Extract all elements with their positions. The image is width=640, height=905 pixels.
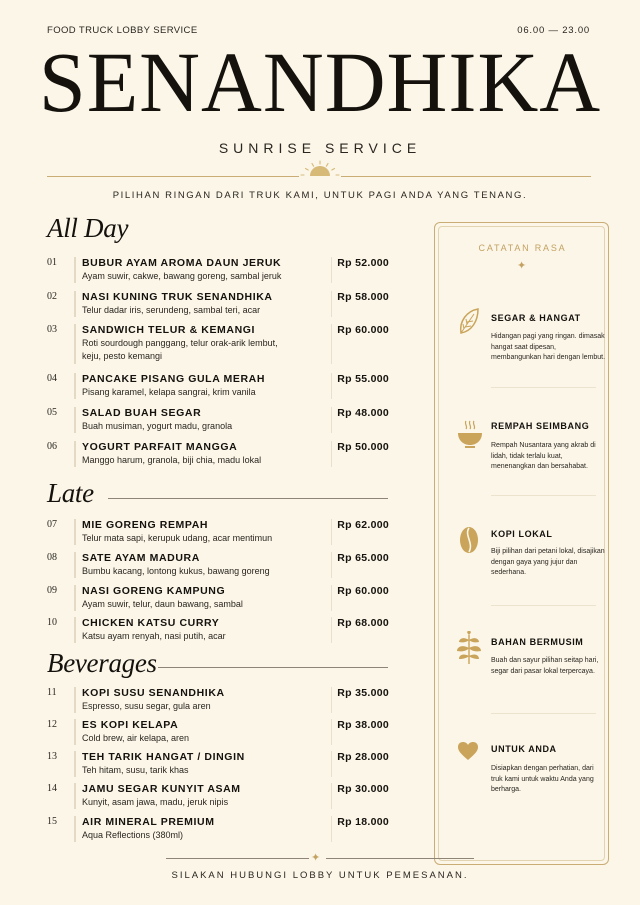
item-marker [74, 324, 76, 364]
item-description: Telur dadar iris, serundeng, sambal teri, acar [82, 305, 261, 315]
menu-item [47, 257, 389, 285]
menu-item [47, 783, 389, 811]
item-marker [74, 687, 76, 713]
item-separator [331, 751, 332, 777]
note-divider [491, 387, 596, 388]
item-name: SANDWICH TELUR & KEMANGI [82, 324, 256, 336]
item-name: SALAD BUAH SEGAR [82, 407, 202, 419]
item-description: Manggo harum, granola, biji chia, madu lokal [82, 455, 262, 465]
item-separator [331, 441, 332, 467]
item-marker [74, 751, 76, 777]
item-number: 09 [47, 585, 57, 596]
notes-panel [434, 222, 609, 865]
item-price: Rp 60.000 [337, 585, 389, 597]
item-description: Roti sourdough panggang, telur orak-arik lembut, keju, pesto kemangi [82, 338, 278, 361]
note-body: Hidangan pagi yang ringan. dimasak hangat saat dipesan, membangunkan hari dengan lembut. [491, 333, 606, 361]
item-marker [74, 291, 76, 317]
item-number: 10 [47, 617, 57, 628]
item-separator [331, 291, 332, 317]
item-marker [74, 719, 76, 745]
item-marker [74, 816, 76, 842]
item-separator [331, 816, 332, 842]
section-rule [158, 667, 388, 668]
item-description: Ayam suwir, cakwe, bawang goreng, sambal jeruk [82, 271, 282, 281]
item-number: 12 [47, 719, 57, 730]
menu-item [47, 552, 389, 580]
item-name: SATE AYAM MADURA [82, 552, 200, 564]
menu-item [47, 291, 389, 319]
item-price: Rp 28.000 [337, 751, 389, 763]
item-name: MIE GORENG REMPAH [82, 519, 209, 531]
item-description: Aqua Reflections (380ml) [82, 830, 184, 840]
sparkle-icon: ✦ [517, 260, 527, 272]
menu-item [47, 585, 389, 613]
sparkle-icon: ✦ [311, 852, 321, 864]
item-price: Rp 52.000 [337, 257, 389, 269]
footer-note: SILAKAN HUBUNGI LOBBY UNTUK PEMESANAN. [171, 870, 469, 881]
note-body: Rempah Nusantara yang akrab di lidah, tidak terlalu kuat, menenangkan dan bersahabat. [491, 442, 596, 470]
note-divider [491, 713, 596, 714]
item-number: 11 [47, 687, 57, 698]
bowl-icon [457, 419, 483, 449]
item-description: Pisang karamel, kelapa sangrai, krim vanila [82, 387, 256, 397]
item-price: Rp 68.000 [337, 617, 389, 629]
item-name: PANCAKE PISANG GULA MERAH [82, 373, 266, 385]
item-name: NASI KUNING TRUK SENANDHIKA [82, 291, 273, 303]
item-separator [331, 407, 332, 433]
item-marker [74, 585, 76, 611]
item-number: 14 [47, 783, 57, 794]
item-name: BUBUR AYAM AROMA DAUN JERUK [82, 257, 282, 269]
leaf-icon [457, 307, 481, 337]
note-title: SEGAR & HANGAT [491, 313, 581, 323]
section-title-late: Late [47, 478, 94, 508]
item-number: 02 [47, 291, 57, 302]
item-marker [74, 257, 76, 283]
section-title-beverages: Beverages [47, 648, 157, 678]
item-name: YOGURT PARFAIT MANGGA [82, 441, 238, 453]
item-separator [331, 585, 332, 611]
note-title: REMPAH SEIMBANG [491, 421, 590, 431]
item-marker [74, 441, 76, 467]
item-number: 06 [47, 441, 57, 452]
item-number: 07 [47, 519, 57, 530]
note-divider [491, 605, 596, 606]
item-price: Rp 38.000 [337, 719, 389, 731]
item-description: Katsu ayam renyah, nasi putih, acar [82, 631, 226, 641]
notes-panel-title: CATATAN RASA [478, 243, 567, 253]
item-name: CHICKEN KATSU CURRY [82, 617, 220, 629]
menu-item [47, 519, 389, 547]
item-price: Rp 62.000 [337, 519, 389, 531]
service-label: FOOD TRUCK LOBBY SERVICE [47, 25, 198, 36]
coffee-bean-icon [459, 525, 479, 555]
footer-divider-right [326, 858, 474, 859]
note-body: Buah dan sayur pilihan seitap hari, segar dari pasar lokal terpercaya. [491, 657, 599, 675]
herb-icon [455, 631, 483, 665]
item-description: Kunyit, asam jawa, madu, jeruk nipis [82, 797, 229, 807]
item-price: Rp 48.000 [337, 407, 389, 419]
item-separator [331, 552, 332, 578]
item-number: 08 [47, 552, 57, 563]
item-name: KOPI SUSU SENANDHIKA [82, 687, 225, 699]
item-separator [331, 783, 332, 809]
item-separator [331, 257, 332, 283]
item-marker [74, 407, 76, 433]
item-separator [331, 687, 332, 713]
item-separator [331, 719, 332, 745]
item-name: JAMU SEGAR KUNYIT ASAM [82, 783, 241, 795]
section-title-all-day: All Day [47, 213, 129, 243]
note-body: Disiapkan dengan perhatian, dari truk kami untuk waktu Anda yang berharga. [491, 765, 594, 793]
item-name: TEH TARIK HANGAT / DINGIN [82, 751, 245, 763]
menu-item [47, 373, 389, 401]
note-title: UNTUK ANDA [491, 744, 557, 754]
header-divider-left [47, 176, 299, 177]
item-description: Buah musiman, yogurt madu, granola [82, 421, 233, 431]
section-rule [108, 498, 388, 499]
item-price: Rp 55.000 [337, 373, 389, 385]
menu-item [47, 441, 389, 469]
item-name: AIR MINERAL PREMIUM [82, 816, 215, 828]
item-name: ES KOPI KELAPA [82, 719, 179, 731]
header-divider-right [341, 176, 591, 177]
item-number: 15 [47, 816, 57, 827]
footer-divider-left [166, 858, 309, 859]
brand-title: SENANDHIKA [38, 34, 602, 130]
item-separator [331, 373, 332, 399]
item-marker [74, 783, 76, 809]
item-description: Cold brew, air kelapa, aren [82, 733, 190, 743]
menu-item [47, 751, 389, 779]
note-title: BAHAN BERMUSIM [491, 637, 584, 647]
item-separator [331, 519, 332, 545]
item-description: Telur mata sapi, kerupuk udang, acar mentimun [82, 533, 273, 543]
item-separator [331, 324, 332, 364]
note-body: Biji pilihan dari petani lokal, disajikan dengan gaya yang jujur dan sederhana. [491, 548, 605, 576]
item-number: 03 [47, 324, 57, 335]
menu-item [47, 687, 389, 715]
tagline: PILIHAN RINGAN DARI TRUK KAMI, UNTUK PAGI ANDA YANG TENANG. [112, 190, 528, 201]
menu-item [47, 719, 389, 747]
menu-item [47, 324, 389, 366]
item-marker [74, 552, 76, 578]
item-price: Rp 50.000 [337, 441, 389, 453]
note-title: KOPI LOKAL [491, 529, 553, 539]
heart-icon [457, 741, 479, 761]
item-description: Bumbu kacang, lontong kukus, bawang goreng [82, 566, 270, 576]
item-marker [74, 617, 76, 643]
opening-hours: 06.00 — 23.00 [517, 25, 590, 36]
item-separator [331, 617, 332, 643]
item-price: Rp 65.000 [337, 552, 389, 564]
item-price: Rp 58.000 [337, 291, 389, 303]
item-number: 04 [47, 373, 57, 384]
item-price: Rp 35.000 [337, 687, 389, 699]
item-marker [74, 519, 76, 545]
item-marker [74, 373, 76, 399]
item-number: 01 [47, 257, 57, 268]
item-price: Rp 30.000 [337, 783, 389, 795]
item-number: 05 [47, 407, 57, 418]
note-divider [491, 495, 596, 496]
item-price: Rp 18.000 [337, 816, 389, 828]
item-name: NASI GORENG KAMPUNG [82, 585, 226, 597]
menu-item [47, 407, 389, 435]
item-price: Rp 60.000 [337, 324, 389, 336]
item-number: 13 [47, 751, 57, 762]
sunrise-icon [299, 160, 341, 180]
brand-subtitle: SUNRISE SERVICE [218, 140, 422, 156]
menu-item [47, 617, 389, 645]
item-description: Ayam suwir, telur, daun bawang, sambal [82, 599, 243, 609]
item-description: Espresso, susu segar, gula aren [82, 701, 211, 711]
item-description: Teh hitam, susu, tarik khas [82, 765, 189, 775]
menu-item [47, 816, 389, 844]
